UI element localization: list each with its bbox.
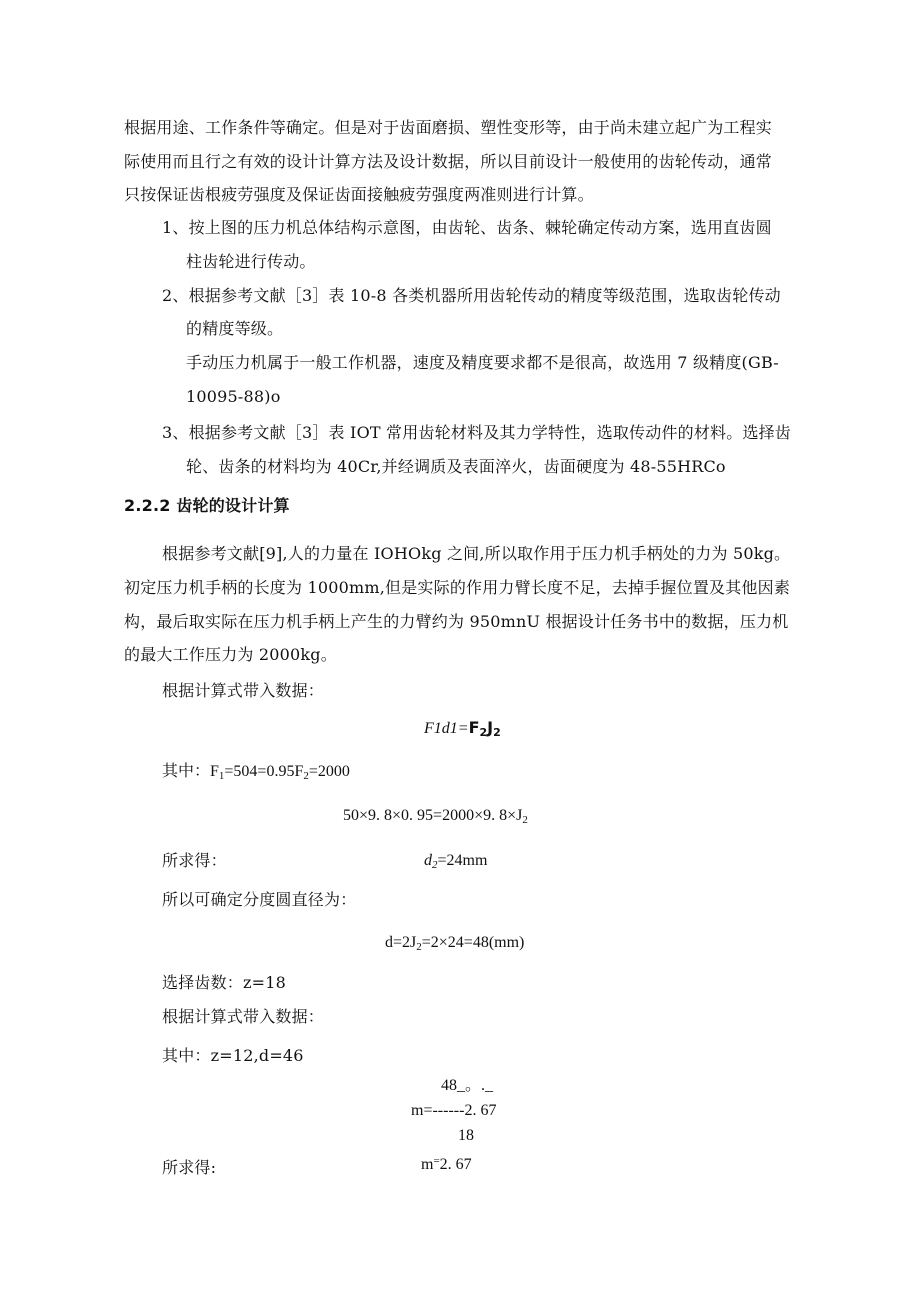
equation-1-f: F bbox=[468, 718, 480, 737]
result-1-number: =24mm bbox=[437, 852, 488, 869]
equation-2-sub: 2 bbox=[522, 814, 528, 826]
equation-3-prefix: d=2J bbox=[385, 934, 417, 951]
equation-2 bbox=[343, 805, 528, 827]
calc-intro-2: 所以可确定分度圆直径为： bbox=[162, 890, 357, 909]
paragraph-line: 的最大工作压力为 2000kg。 bbox=[124, 645, 337, 664]
equation-1 bbox=[424, 717, 501, 740]
where-line-1 bbox=[162, 761, 350, 783]
equation-3-sub: 2 bbox=[416, 941, 422, 953]
result-1-value bbox=[424, 850, 487, 872]
where-1-sub-2: 2 bbox=[303, 770, 309, 782]
where-line-2: 其中：z=12,d=46 bbox=[162, 1046, 304, 1065]
calc-intro-1: 根据计算式带入数据： bbox=[162, 681, 325, 700]
result-2-value bbox=[421, 1154, 472, 1176]
result-2-number: 2. 67 bbox=[439, 1156, 472, 1173]
fraction-denominator: 18 bbox=[458, 1127, 474, 1144]
result-1-sub: 2 bbox=[432, 859, 438, 871]
calc-intro-3: 根据计算式带入数据： bbox=[162, 1007, 325, 1026]
where-1-sub-1: 1 bbox=[218, 770, 225, 782]
list-item-1-line-2: 柱齿轮进行传动。 bbox=[186, 252, 316, 271]
result-2-prefix: m bbox=[421, 1156, 434, 1173]
list-item-2-line-2: 的精度等级。 bbox=[186, 319, 284, 338]
paragraph-line: 际使用而且行之有效的设计计算方法及设计数据，所以目前设计一般使用的齿轮传动，通常 bbox=[124, 152, 773, 171]
list-item-2-line-1: 2、根据参考文献［3］表 10-8 各类机器所用齿轮传动的精度等级范围，选取齿轮传动 bbox=[162, 286, 781, 305]
paragraph-line: 根据用途、工作条件等确定。但是对于齿面磨损、塑性变形等，由于尚未建立起广为工程实 bbox=[124, 118, 773, 137]
list-item-2-line-4: 10095-88)o bbox=[186, 387, 281, 406]
result-2-sup: = bbox=[433, 1155, 440, 1167]
where-1-prefix: 其中：F bbox=[162, 763, 219, 780]
list-item-1-line-1: 1、按上图的压力机总体结构示意图，由齿轮、齿条、棘轮确定传动方案，选用直齿圆 bbox=[162, 218, 772, 237]
result-1-label: 所求得： bbox=[162, 851, 227, 870]
equation-3 bbox=[385, 932, 524, 954]
where-1-suffix: =2000 bbox=[308, 763, 350, 780]
where-1-mid: =504=0.95F bbox=[224, 763, 304, 780]
equation-1-j-sub: 2 bbox=[493, 726, 501, 739]
teeth-selection: 选择齿数：z=18 bbox=[162, 973, 286, 992]
section-heading: 2.2.2 齿轮的设计计算 bbox=[124, 496, 290, 515]
list-item-3-line-2: 轮、齿条的材料均为 40Cr,并经调质及表面淬火，齿面硬度为 48-55HRCo bbox=[186, 457, 726, 476]
fraction-line: m=------2. 67 bbox=[411, 1102, 497, 1119]
equation-2-text: 50×9. 8×0. 95=2000×9. 8×J bbox=[343, 807, 523, 824]
equation-1-f-sub: 2 bbox=[479, 726, 488, 739]
result-2-label: 所求得: bbox=[162, 1158, 217, 1177]
paragraph-line: 只按保证齿根疲劳强度及保证齿面接触疲劳强度两准则进行计算。 bbox=[124, 185, 594, 204]
paragraph-line: 构，最后取实际在压力机手柄上产生的力臂约为 950mnU 根据设计任务书中的数据，压力机 bbox=[124, 612, 789, 631]
fraction-numerator: 48_。._ bbox=[441, 1077, 494, 1094]
list-item-2-line-3: 手动压力机属于一般工作机器，速度及精度要求都不是很高，故选用 7 级精度(GB- bbox=[186, 353, 779, 372]
paragraph-line: 初定压力机手柄的长度为 1000mm,但是实际的作用力臂长度不足，去掉手握位置及其他因素 bbox=[124, 578, 791, 597]
equation-1-left: F1d1= bbox=[424, 720, 469, 737]
result-1-var: d bbox=[424, 852, 432, 869]
paragraph-line: 根据参考文献[9],人的力量在 IOHOkg 之间,所以取作用于压力机手柄处的力为 50kg。 bbox=[162, 544, 791, 563]
equation-3-suffix: =2×24=48(mm) bbox=[421, 934, 525, 951]
list-item-3-line-1: 3、根据参考文献［3］表 IOT 常用齿轮材料及其力学特性，选取传动件的材料。选择齿 bbox=[162, 423, 792, 442]
equation-1-j: J bbox=[487, 718, 494, 737]
